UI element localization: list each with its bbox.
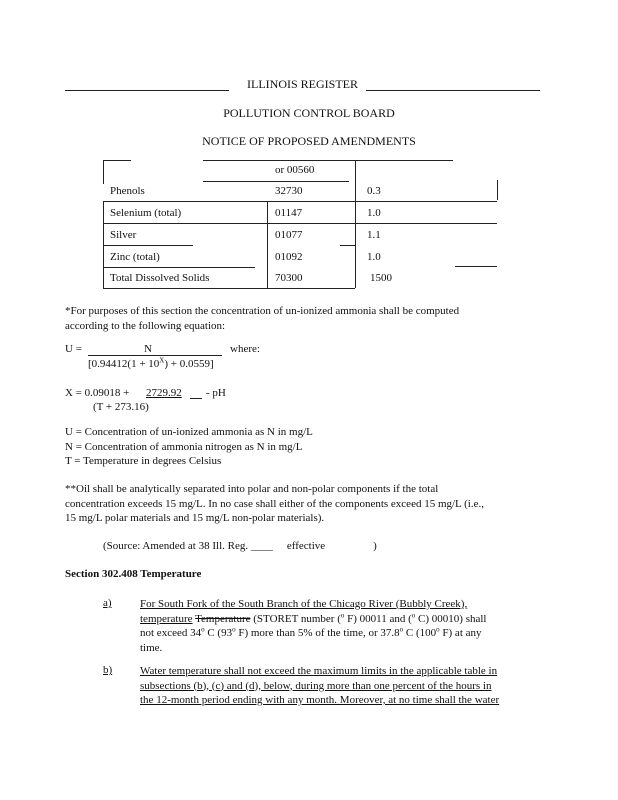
table-row-name: Total Dissolved Solids: [110, 272, 210, 284]
eq2-minus-ph: - pH: [206, 387, 226, 399]
table-row-limit: 1.1: [367, 229, 381, 241]
eq1-where: where:: [230, 343, 260, 355]
eq2-lhs: X = 0.09018 +: [65, 387, 130, 399]
eq1-denominator: $[0.94412(1 + 10^X) + 0.0559]$: [88, 356, 214, 370]
footnote-ammonia: *For purposes of this section the concentration of un-ionized ammonia shall be computed according to the following equation:: [65, 305, 460, 332]
table-partial-code: or 00560: [275, 164, 315, 176]
item-b-label: b): [103, 664, 113, 676]
table-row-limit: 1.0: [367, 251, 381, 263]
notice-title: NOTICE OF PROPOSED AMENDMENTS: [202, 134, 416, 148]
item-a-label: a): [103, 597, 112, 609]
register-title: ILLINOIS REGISTER: [247, 77, 358, 91]
section-heading: Section 302.408 Temperature: [65, 568, 202, 580]
definition-t: T = Temperature in degrees Celsius: [65, 455, 222, 467]
table-row-limit: 1500: [370, 272, 392, 284]
eq2-denominator: (T + 273.16): [93, 401, 149, 413]
table-row-code: 70300: [275, 272, 303, 284]
table-row-limit: 1.0: [367, 207, 381, 219]
table-row-name: Zinc (total): [110, 251, 160, 263]
definition-n: N = Concentration of ammonia nitrogen as N in mg/L: [65, 440, 303, 453]
eq1-numerator: N: [144, 343, 152, 355]
definition-u: U = Concentration of un-ionized ammonia as N in mg/L: [65, 426, 313, 438]
table-row-code: 01092: [275, 251, 303, 263]
table-row-name: Selenium (total): [110, 207, 182, 219]
eq1-fraction-bar: [88, 355, 222, 356]
source-note: (Source: Amended at 38 Ill. Reg. ____ effective ): [103, 540, 377, 552]
table-row-limit: 0.3: [367, 185, 381, 197]
item-a-text: For South Fork of the South Branch of the Chicago River (Bubbly Creek), temperature Temperature (STORET number ($^o$ F) 00011 and ($^o$ C) 00010) shall not exceed 34$^o$ C (93$^o$ F) more than 5% of the time, or 37.8$^o$ C (100$^o$ F) at any time.: [140, 598, 487, 654]
table-row-name: Phenols: [110, 185, 145, 197]
eq2-blank: [190, 398, 202, 399]
footnote-oil: **Oil shall be analytically separated into polar and non-polar components if the total concentration exceeds 15 mg/L. In no case shall either of the components exceed 15 mg/L (i.e., 15 mg/L polar materials and 15 mg/L non-polar materials).: [65, 483, 484, 524]
table-row-code: 01077: [275, 229, 303, 241]
source-blank: ____: [250, 540, 273, 552]
eq1-lhs: U =: [65, 343, 82, 355]
item-b-text: Water temperature shall not exceed the maximum limits in the applicable table in subsections (b), (c) and (d), below, during more than one percent of the hours in the 12-month period ending with any month. Moreover, at no time shall the water: [140, 665, 500, 706]
board-title: POLLUTION CONTROL BOARD: [223, 106, 395, 120]
eq2-numerator: 2729.92: [146, 387, 182, 399]
variable-definitions: [65, 425, 313, 469]
table-row-name: Silver: [110, 229, 137, 241]
header-rule-right: [366, 90, 540, 91]
table-row-code: 01147: [275, 207, 303, 219]
table-row-code: 32730: [275, 185, 303, 197]
header-rule-left: [65, 90, 229, 91]
